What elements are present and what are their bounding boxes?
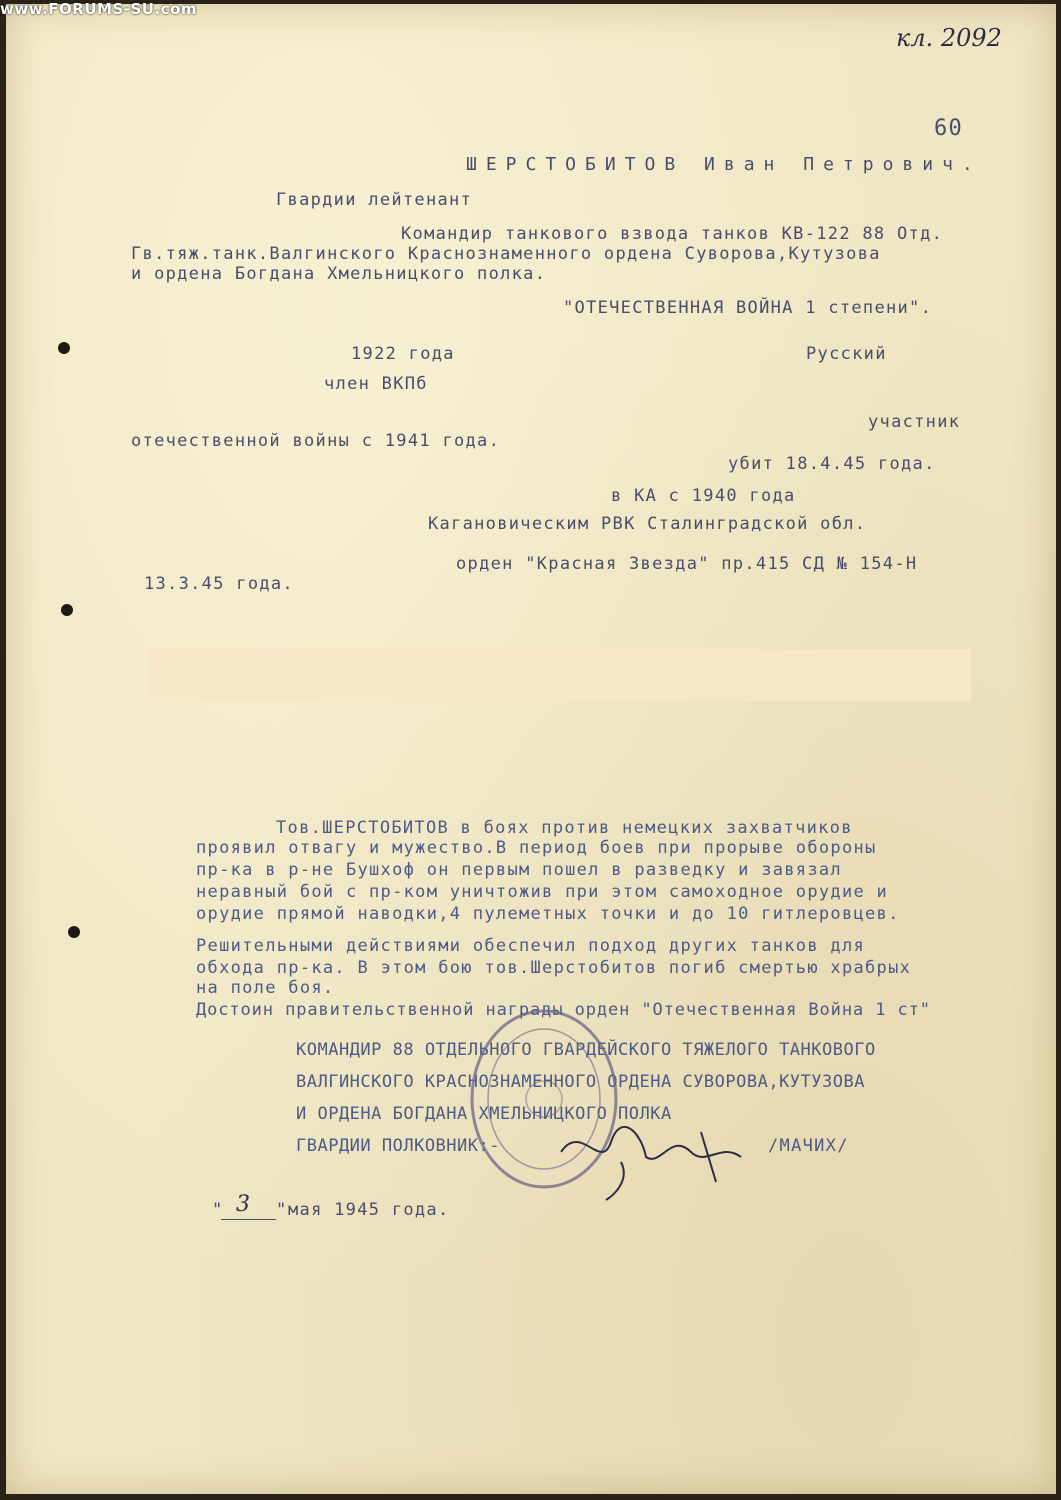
punch-hole <box>61 604 73 616</box>
body-line: обхода пр-ка. В этом бою тов.Шерстобитов погиб смертью храбрых <box>196 958 912 978</box>
signer-name: /МАЧИХ/ <box>768 1136 849 1156</box>
body-line: Достоин правительственной награды орден "Отечественная Война 1 ст" <box>196 1000 931 1020</box>
draft-office: Кагановическим РВК Сталинградской обл. <box>428 514 867 534</box>
body-line: орудие прямой наводки,4 пулеметных точки и до 10 гитлеровцев. <box>196 904 900 924</box>
prior-award: орден "Красная Звезда" пр.415 СД № 154-Н <box>456 554 918 574</box>
killed-date: убит 18.4.45 года. <box>728 454 936 474</box>
body-line: Тов.ШЕРСТОБИТОВ в боях против немецких захватчиков <box>276 818 853 838</box>
date-underline <box>221 1219 276 1220</box>
redacted-block <box>148 649 971 701</box>
prior-award-date: 13.3.45 года. <box>144 574 294 594</box>
nominated-award: "ОТЕЧЕСТВЕННАЯ ВОЙНА 1 степени". <box>563 298 933 318</box>
punch-hole <box>68 926 80 938</box>
nationality: Русский <box>806 344 887 364</box>
war-participation-since: отечественной войны с 1941 года. <box>131 431 501 451</box>
page-number: 60 <box>934 116 964 141</box>
awardee-name: ШЕРСТОБИТОВ Иван Петрович. <box>466 154 982 175</box>
date-text: мая 1945 года. <box>288 1200 450 1220</box>
signature-block-line: ВАЛГИНСКОГО КРАСНОЗНАМЕННОГО ОРДЕНА СУВОРОВА,КУТУЗОВА <box>296 1072 865 1092</box>
date-close-quote: " <box>276 1200 288 1220</box>
archive-note: кл. 2092 <box>896 24 1002 52</box>
body-line: Решительными действиями обеспечил подход других танков для <box>196 936 866 956</box>
body-line: неравный бой с пр-ком уничтожив при этом самоходное орудие и <box>196 882 889 902</box>
rank: Гвардии лейтенант <box>276 190 473 210</box>
party-membership: член ВКПб <box>324 374 428 394</box>
signature-block-line: КОМАНДИР 88 ОТДЕЛЬНОГО ГВАРДЕЙСКОГО ТЯЖЕЛОГО ТАНКОВОГО <box>296 1040 876 1060</box>
punch-hole <box>58 342 70 354</box>
handwritten-signature <box>551 1112 761 1202</box>
signature-block-line: И ОРДЕНА БОГДАНА ХМЕЛЬНИЦКОГО ПОЛКА <box>296 1104 672 1124</box>
army-service: в КА с 1940 года <box>611 486 796 506</box>
forum-watermark: www.FORUMS-SU.com <box>0 0 198 18</box>
position-line: Гв.тяж.танк.Валгинского Краснознаменного ордена Суворова,Кутузова <box>131 244 881 264</box>
birth-year: 1922 года <box>351 344 455 364</box>
position-line: и ордена Богдана Хмельницкого полка. <box>131 264 547 284</box>
war-participation: участник <box>868 412 961 432</box>
date-day: 3 <box>236 1192 250 1217</box>
signature-block-line: ГВАРДИИ ПОЛКОВНИК:- <box>296 1136 500 1156</box>
position-line: Командир танкового взвода танков КВ-122 88 Отд. <box>401 224 944 244</box>
body-line: проявил отвагу и мужество.В период боев при прорыве обороны <box>196 838 877 858</box>
body-line: на поле боя. <box>196 978 335 998</box>
body-line: пр-ка в р-не Бушхоф он первым пошел в разведку и завязал <box>196 860 842 880</box>
document-page <box>6 4 1056 1494</box>
date-open-quote: " <box>212 1200 224 1220</box>
